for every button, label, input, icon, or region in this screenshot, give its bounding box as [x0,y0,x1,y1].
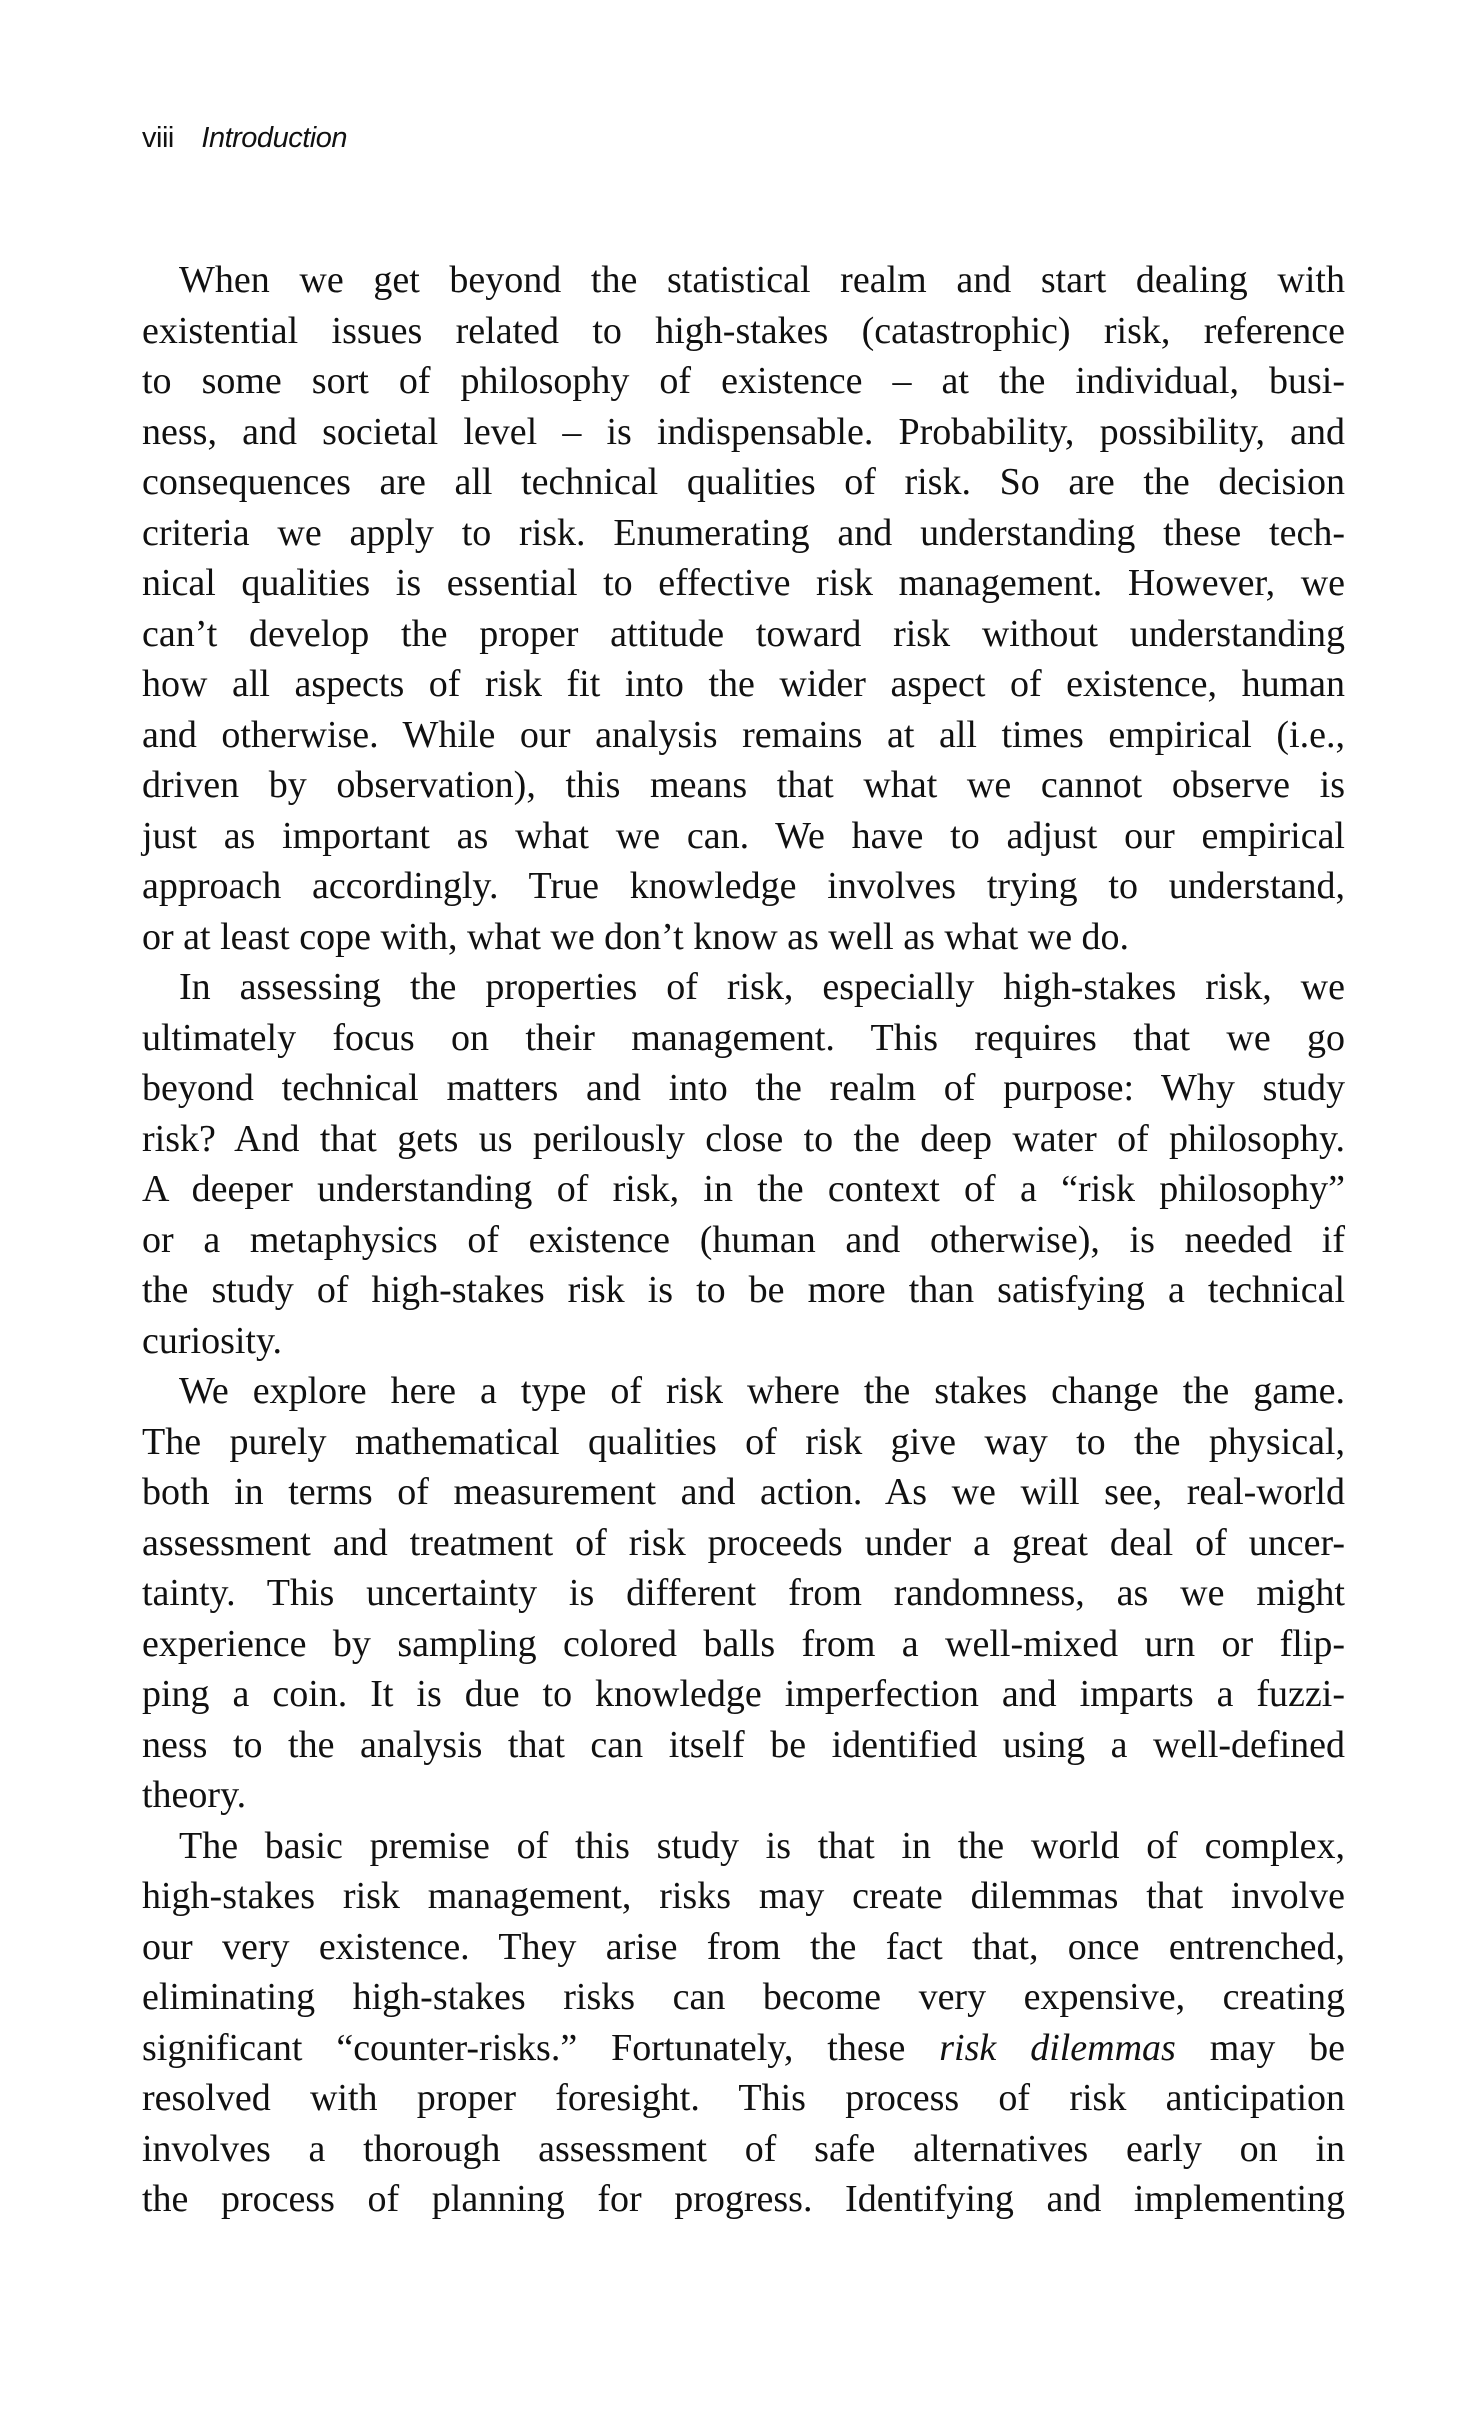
text-segment: to some sort of philosophy of existence – at the individual, busi- [142,360,1345,402]
text-segment: both in terms of measurement and action. As we will see, real-world [142,1471,1345,1513]
text-line [142,255,1345,306]
text-segment: ness, and societal level – is indispensable. Probability, possibility, and [142,410,1345,453]
text-line [142,811,1345,862]
text-segment: driven by observation), this means that what we cannot observe is [142,764,1345,806]
text-segment: ping a coin. It is due to knowledge imperfection and imparts a fuzzi- [142,1673,1345,1715]
text-segment: resolved with proper foresight. This process of risk anticipation [142,2077,1345,2119]
text-segment: tainty. This uncertainty is different from randomness, as we might [142,1572,1345,1614]
text-segment: approach accordingly. True knowledge involves trying to understand, [142,865,1345,907]
text-segment: curiosity. [142,1319,283,1362]
text-segment: beyond technical matters and into the realm of purpose: Why study [142,1067,1345,1109]
text-segment: the study of high-stakes risk is to be more than satisfying a technical [142,1269,1345,1311]
text-line [142,1013,1345,1064]
text-line [142,508,1345,559]
text-segment: or at least cope with, what we don’t know as well as what we do. [142,915,1130,958]
text-line [142,1215,1345,1266]
text-line [142,1770,1345,1821]
text-segment: how all aspects of risk fit into the wider aspect of existence, human [142,663,1345,705]
text-line [142,609,1345,660]
text-line [142,1164,1345,1215]
text-segment: involves a thorough assessment of safe alternatives early on in [142,2127,1345,2170]
text-segment: and otherwise. While our analysis remains at all times empirical (i.e., [142,713,1345,756]
text-line [142,407,1345,458]
text-segment: high-stakes risk management, risks may create dilemmas that involve [142,1875,1345,1917]
text-segment: We explore here a type of risk where the stakes change the game. [179,1370,1345,1412]
text-segment: The basic premise of this study is that in the world of complex, [179,1824,1345,1867]
text-segment: can’t develop the proper attitude toward risk without understanding [142,612,1345,655]
text-line [142,659,1345,710]
page-number: viii [142,122,174,154]
text-segment: When we get beyond the statistical realm and start dealing with [179,259,1345,301]
text-line [142,1821,1345,1872]
text-line [142,356,1345,407]
text-line [142,2023,1345,2074]
emphasized-text: risk dilemmas [939,2026,1176,2069]
text-segment: just as important as what we can. We have to adjust our empirical [142,814,1345,857]
text-line [142,2073,1345,2124]
body-text [142,255,1345,2225]
text-line [142,1972,1345,2023]
text-segment: ultimately focus on their management. This requires that we go [142,1016,1345,1059]
text-line [142,861,1345,912]
text-segment: risk? And that gets us perilously close to the deep water of philosophy. [142,1117,1345,1160]
text-line [142,457,1345,508]
text-line [142,2174,1345,2225]
text-segment: may be [1175,2026,1345,2069]
text-line [142,1871,1345,1922]
text-line [142,1114,1345,1165]
text-segment: our very existence. They arise from the fact that, once entrenched, [142,1925,1345,1968]
text-line [142,1316,1345,1367]
text-segment: A deeper understanding of risk, in the context of a “risk philosophy” [142,1168,1345,1210]
text-segment: The purely mathematical qualities of risk give way to the physical, [142,1420,1345,1463]
text-line [142,558,1345,609]
text-segment: existential issues related to high-stakes (catastrophic) risk, reference [142,309,1345,352]
text-segment: ness to the analysis that can itself be identified using a well-defined [142,1723,1345,1766]
text-line [142,1568,1345,1619]
text-line [142,912,1345,963]
text-line [142,1669,1345,1720]
text-segment: consequences are all technical qualities of risk. So are the decision [142,461,1345,503]
running-head [142,118,347,158]
text-line [142,760,1345,811]
text-segment: theory. [142,1774,247,1816]
paragraph [142,962,1345,1366]
text-line [142,306,1345,357]
paragraph [142,1366,1345,1821]
text-segment: or a metaphysics of existence (human and otherwise), is needed if [142,1218,1345,1261]
text-segment: assessment and treatment of risk proceeds under a great deal of uncer- [142,1521,1345,1564]
text-line [142,710,1345,761]
text-line [142,1619,1345,1670]
text-segment: In assessing the properties of risk, especially high-stakes risk, we [179,966,1345,1008]
text-line [142,1922,1345,1973]
text-line [142,1265,1345,1316]
text-line [142,1518,1345,1569]
text-line [142,1417,1345,1468]
text-line [142,1063,1345,1114]
chapter-title: Introduction [201,122,347,154]
text-segment: significant “counter-risks.” Fortunately, these [142,2026,940,2069]
text-segment: eliminating high-stakes risks can become very expensive, creating [142,1976,1345,2018]
text-line [142,2124,1345,2175]
paragraph [142,1821,1345,2225]
text-segment: experience by sampling colored balls from a well-mixed urn or flip- [142,1622,1345,1665]
paragraph [142,255,1345,962]
text-line [142,962,1345,1013]
text-line [142,1467,1345,1518]
text-segment: criteria we apply to risk. Enumerating and understanding these tech- [142,511,1345,554]
text-line [142,1720,1345,1771]
text-line [142,1366,1345,1417]
text-segment: the process of planning for progress. Identifying and implementing [142,2178,1345,2220]
text-segment: nical qualities is essential to effective risk management. However, we [142,562,1345,604]
